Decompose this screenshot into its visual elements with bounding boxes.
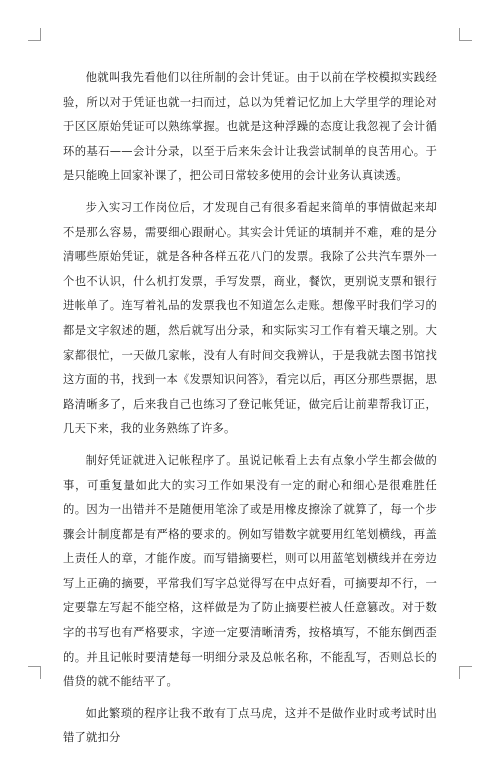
crop-mark-top-right [459, 28, 472, 41]
paragraph-3: 制好凭证就进入记帐程序了。虽说记帐看上去有点象小学生都会做的事，可重复量如此大的实习工作如果没有一定的耐心和细心是很难胜任的。因为一出错并不是随便用笔涂了或是用橡皮擦涂了就算了，每一个步骤会计制度都是有严格的要求的。例如写错数字就要用红笔划横线，再盖上责任人的章，才能作废。而写错摘要栏，则可以用蓝笔划横线并在旁边写上正确的摘要，平常我们写字总觉得写在中点好看，可摘要却不行，一定要靠左写起不能空格，这样做是为了防止摘要栏被人任意篡改。对于数字的书写也有严格要求，字迹一定要清晰清秀，按格填写，不能东倒西歪的。并且记帐时要清楚每一明细分录及总帐名称，不能乱写，否则总长的借贷的就不能结平了。 [63, 453, 437, 689]
paragraph-1: 他就叫我先看他们以往所制的会计凭证。由于以前在学校模拟实践经验，所以对于凭证也就一扫而过，总以为凭着记忆加上大学里学的理论对于区区原始凭证可以熟练掌握。也就是这种浮躁的态度让我忽视了会计循环的基石——会计分录，以至于后来朱会计让我尝试制单的良苦用心。于是只能晚上回家补课了，把公司日常较多使用的会计业务认真读透。 [63, 71, 437, 183]
paragraph-4: 如此繁琐的程序让我不敢有丁点马虎，这并不是做作业时或考试时出错了就扣分 [63, 706, 437, 745]
crop-mark-bottom-left [28, 666, 41, 679]
crop-mark-bottom-right [459, 666, 472, 679]
paragraph-2: 步入实习工作岗位后，才发现自己有很多看起来简单的事情做起来却不是那么容易，需要细心跟耐心。其实会计凭证的填制并不难，难的是分清哪些原始凭证，就是各种各样五花八门的发票。我除了公共汽车票外一个也不认识，什么机打发票，手写发票，商业，餐饮，更别说支票和银行进帐单了。连写着礼品的发票我也不知道怎么走账。想像平时我们学习的都是文字叙述的题，然后就写出分录，和实际实习工作有着天壤之别。大家都很忙，一天做几家帐，没有人有时间交我辨认，于是我就去图书馆找这方面的书，找到一本《发票知识问答》，看完以后，再区分那些票据，思路清晰多了，后来我自己也练习了登记帐凭证，做完后让前辈帮我订正，几天下来，我的业务熟练了许多。 [63, 200, 437, 436]
crop-mark-top-left [28, 28, 41, 41]
body-text [63, 66, 437, 758]
